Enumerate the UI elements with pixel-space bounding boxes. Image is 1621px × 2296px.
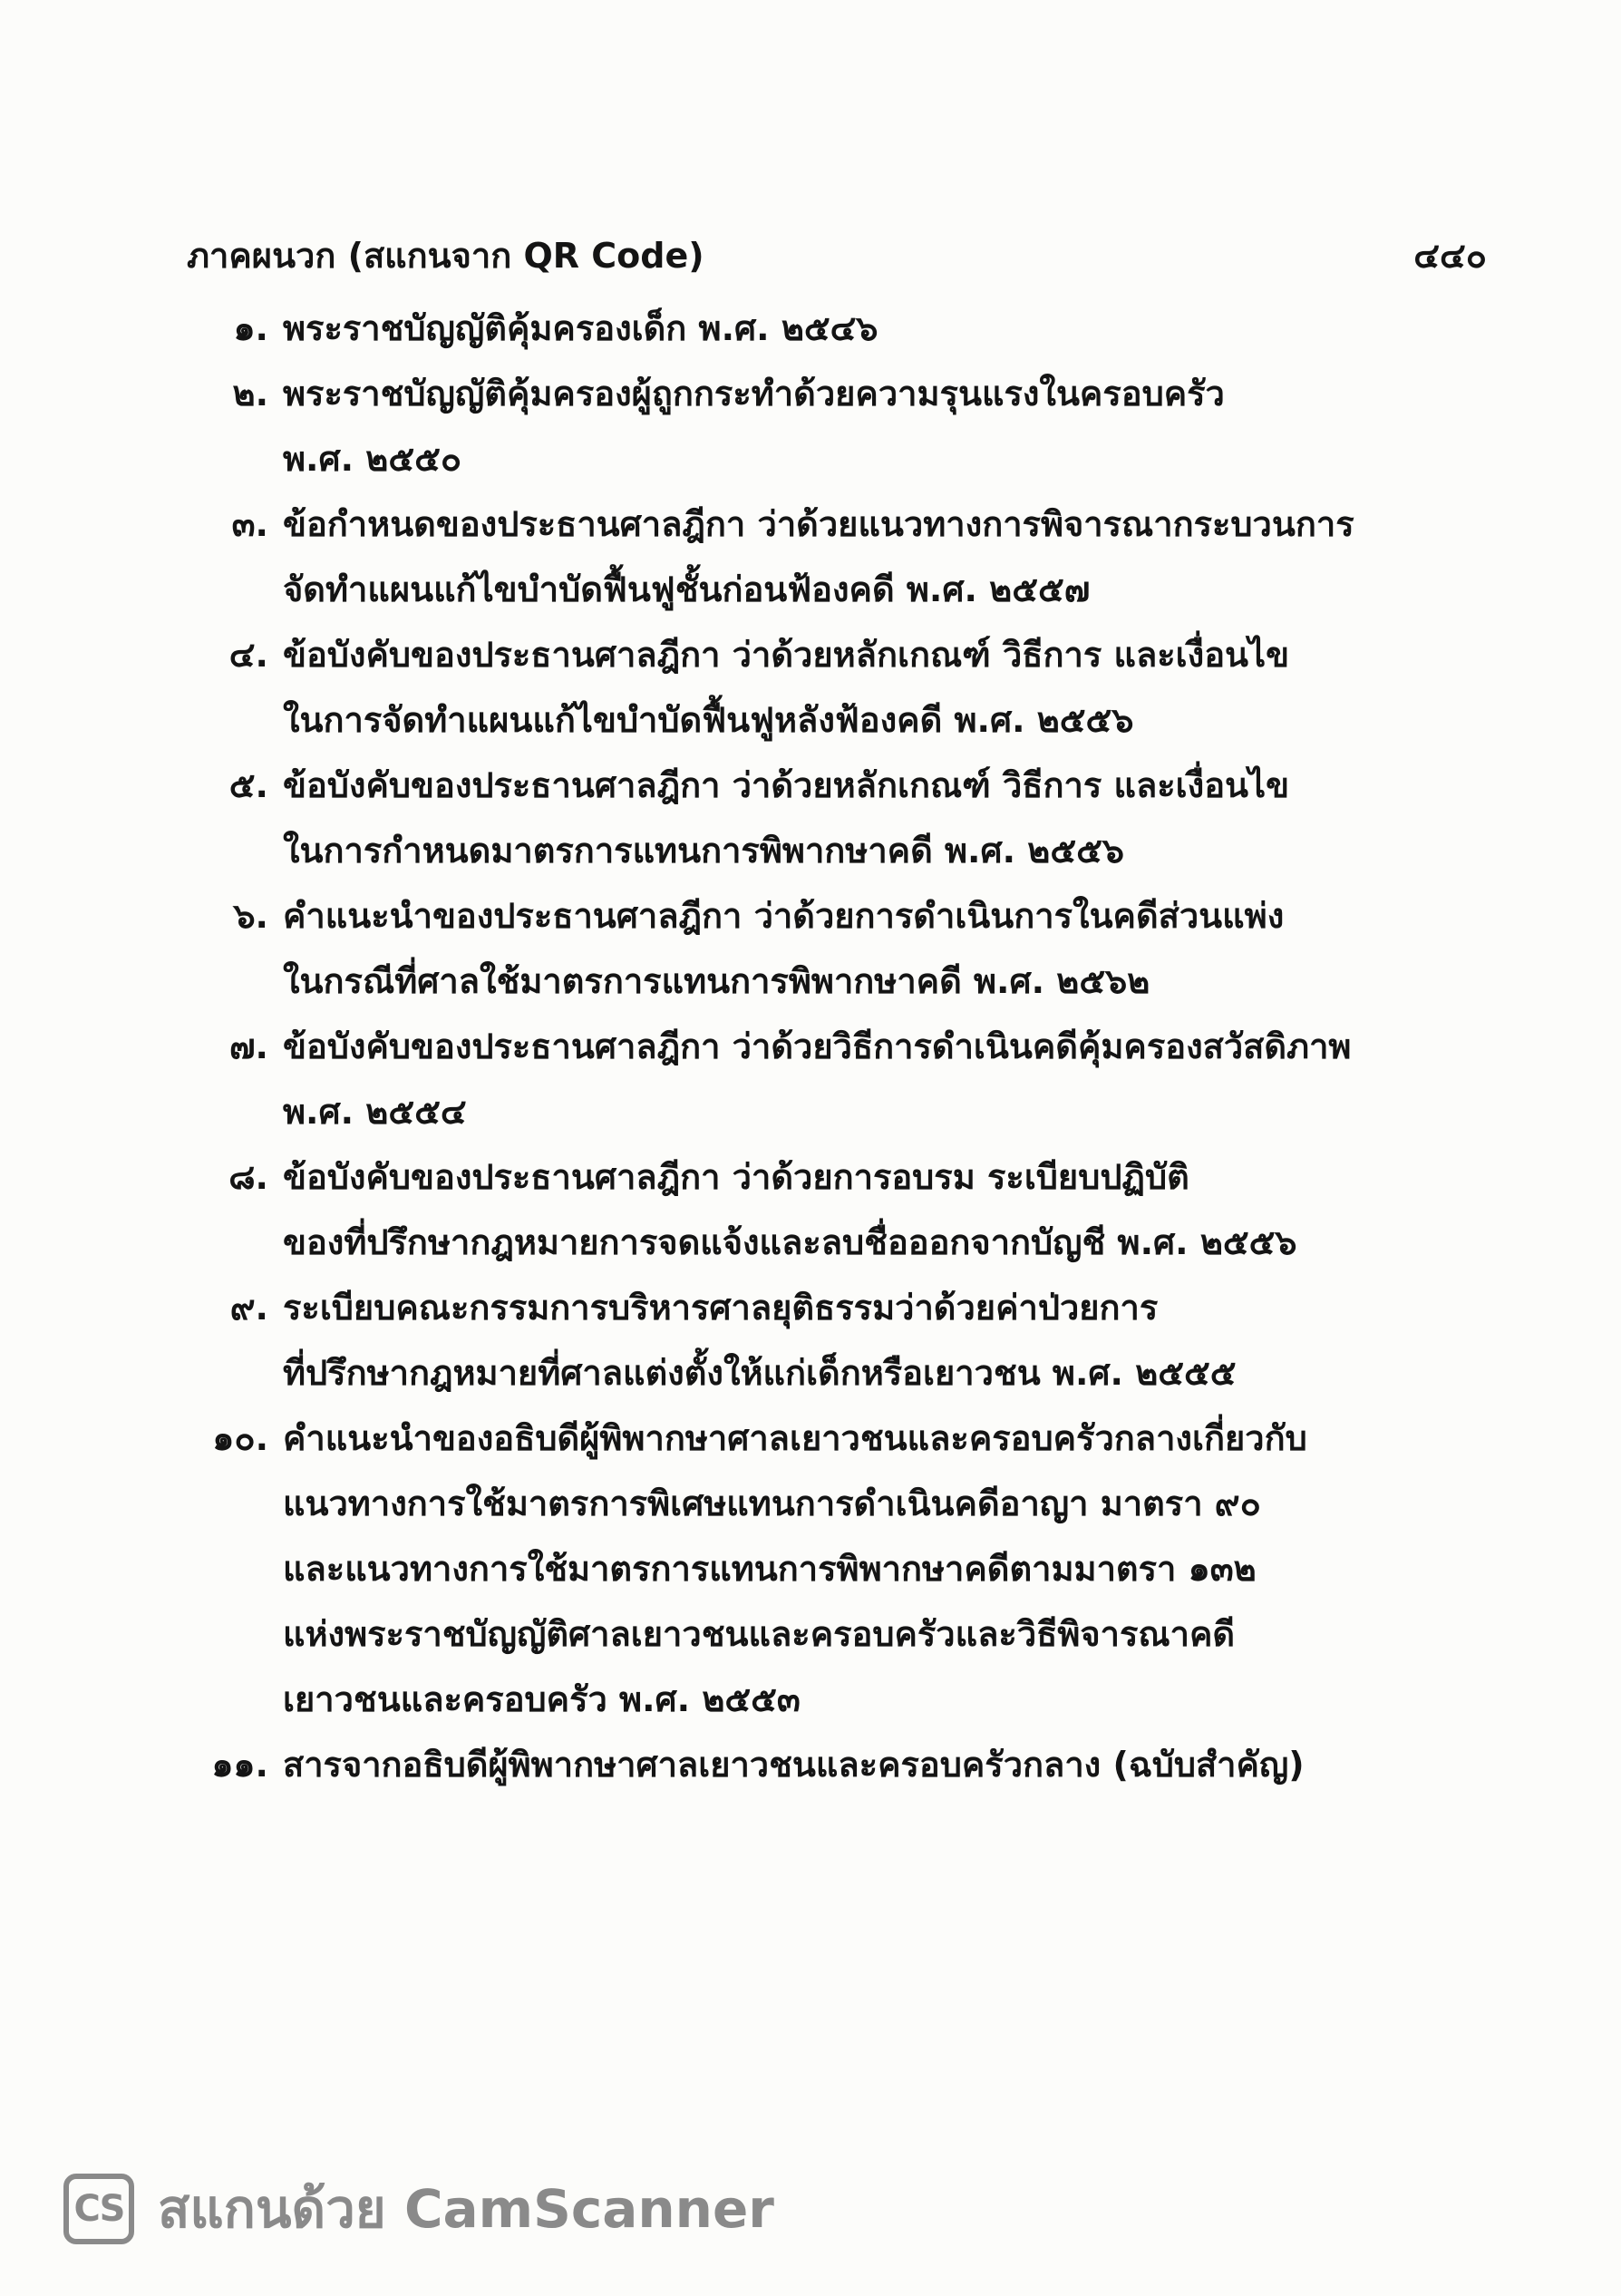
list-item-line: ในกรณีที่ศาลใช้มาตรการแทนการพิพากษาคดี พ.ศ. ๒๕๖๒ [283,961,1150,1001]
camscanner-watermark-text: สแกนด้วย CamScanner [158,2178,774,2240]
list-item [181,1732,1360,1797]
list-item-line: พระราชบัญญัติคุ้มครองเด็ก พ.ศ. ๒๕๔๖ [283,308,878,348]
list-item [181,491,1360,622]
list-item-number: ๗. [228,1026,268,1066]
list-item [181,883,1360,1014]
list-item-line: ในการจัดทำแผนแก้ไขบำบัดฟื้นฟูหลังฟ้องคดี พ.ศ. ๒๕๕๖ [283,700,1134,740]
list-item-text [283,1732,1360,1797]
list-item-line: ข้อกำหนดของประธานศาลฎีกา ว่าด้วยแนวทางการพิจารณากระบวนการ [283,504,1354,544]
list-item [181,1144,1360,1275]
list-item-text [283,753,1360,883]
list-item-number: ๑๐. [212,1418,268,1458]
list-item-line: ข้อบังคับของประธานศาลฎีกา ว่าด้วยหลักเกณฑ์ วิธีการ และเงื่อนไข [283,765,1290,805]
list-item-number: ๒. [232,374,268,413]
list-item-number: ๑. [233,308,268,348]
list-item-line: พระราชบัญญัติคุ้มครองผู้ถูกกระทำด้วยความรุนแรงในครอบครัว [283,374,1225,413]
list-item-line: ข้อบังคับของประธานศาลฎีกา ว่าด้วยหลักเกณฑ์ วิธีการ และเงื่อนไข [283,635,1290,675]
list-item-text [283,1275,1360,1406]
list-item-line: ข้อบังคับของประธานศาลฎีกา ว่าด้วยวิธีการดำเนินคดีคุ้มครองสวัสดิภาพ [283,1026,1352,1066]
list-item-text [283,361,1360,491]
page-title: ภาคผนวก (สแกนจาก QR Code) [187,236,704,276]
list-item-line: แนวทางการใช้มาตรการพิเศษแทนการดำเนินคดีอาญา มาตรา ๙๐ [283,1484,1261,1523]
list-item [181,296,1360,361]
camscanner-logo: CS [63,2174,134,2244]
list-item-line: ในการกำหนดมาตรการแทนการพิพากษาคดี พ.ศ. ๒๕๕๖ [283,831,1124,871]
list-item-text [283,491,1360,622]
list-item-number: ๔. [228,635,268,675]
page-number: ๔๔๐ [1413,236,1487,276]
list-item [181,753,1360,883]
list-item-text [283,883,1360,1014]
list-item-line: ระเบียบคณะกรรมการบริหารศาลยุติธรรมว่าด้วยค่าป่วยการ [283,1288,1159,1328]
list-item-text [283,1144,1360,1275]
list-item-text [283,622,1360,753]
list-item-line: ที่ปรึกษากฎหมายที่ศาลแต่งตั้งให้แก่เด็กหรือเยาวชน พ.ศ. ๒๕๕๕ [283,1353,1237,1393]
list-item-text [283,296,1360,361]
list-item-number: ๕. [228,765,268,805]
list-item-text [283,1014,1360,1144]
list-item-line: พ.ศ. ๒๕๕๐ [283,439,462,479]
list-item-line: คำแนะนำของประธานศาลฎีกา ว่าด้วยการดำเนินการในคดีส่วนแพ่ง [283,896,1285,936]
list-item [181,1406,1360,1732]
list-item-line: คำแนะนำของอธิบดีผู้พิพากษาศาลเยาวชนและครอบครัวกลางเกี่ยวกับ [283,1418,1307,1458]
list-item [181,361,1360,491]
list-item-number: ๖. [233,896,268,936]
list-item-line: ของที่ปรึกษากฎหมายการจดแจ้งและลบชื่อออกจากบัญชี พ.ศ. ๒๕๕๖ [283,1222,1297,1262]
list-item-line: ข้อบังคับของประธานศาลฎีกา ว่าด้วยการอบรม ระเบียบปฏิบัติ [283,1157,1189,1197]
list-item-number: ๙. [229,1288,268,1328]
list-item-line: แห่งพระราชบัญญัติศาลเยาวชนและครอบครัวและวิธีพิจารณาคดี [283,1614,1236,1654]
list-item-line: เยาวชนและครอบครัว พ.ศ. ๒๕๕๓ [283,1679,801,1719]
list-item-line: และแนวทางการใช้มาตรการแทนการพิพากษาคดีตามมาตรา ๑๓๒ [283,1549,1257,1589]
list-item-line: สารจากอธิบดีผู้พิพากษาศาลเยาวชนและครอบครัวกลาง (ฉบับสำคัญ) [283,1745,1305,1785]
list-item [181,1275,1360,1406]
list-item-number: ๘. [228,1157,268,1197]
list-item-text [283,1406,1360,1732]
appendix-list [181,296,1360,1797]
list-item-number: ๓. [231,504,268,544]
list-item-number: ๑๑. [211,1745,268,1785]
list-item-line: พ.ศ. ๒๕๕๔ [283,1092,467,1132]
list-item-line: จัดทำแผนแก้ไขบำบัดฟื้นฟูชั้นก่อนฟ้องคดี พ.ศ. ๒๕๕๗ [283,569,1091,609]
list-item [181,1014,1360,1144]
list-item [181,622,1360,753]
camscanner-watermark [63,2173,774,2245]
